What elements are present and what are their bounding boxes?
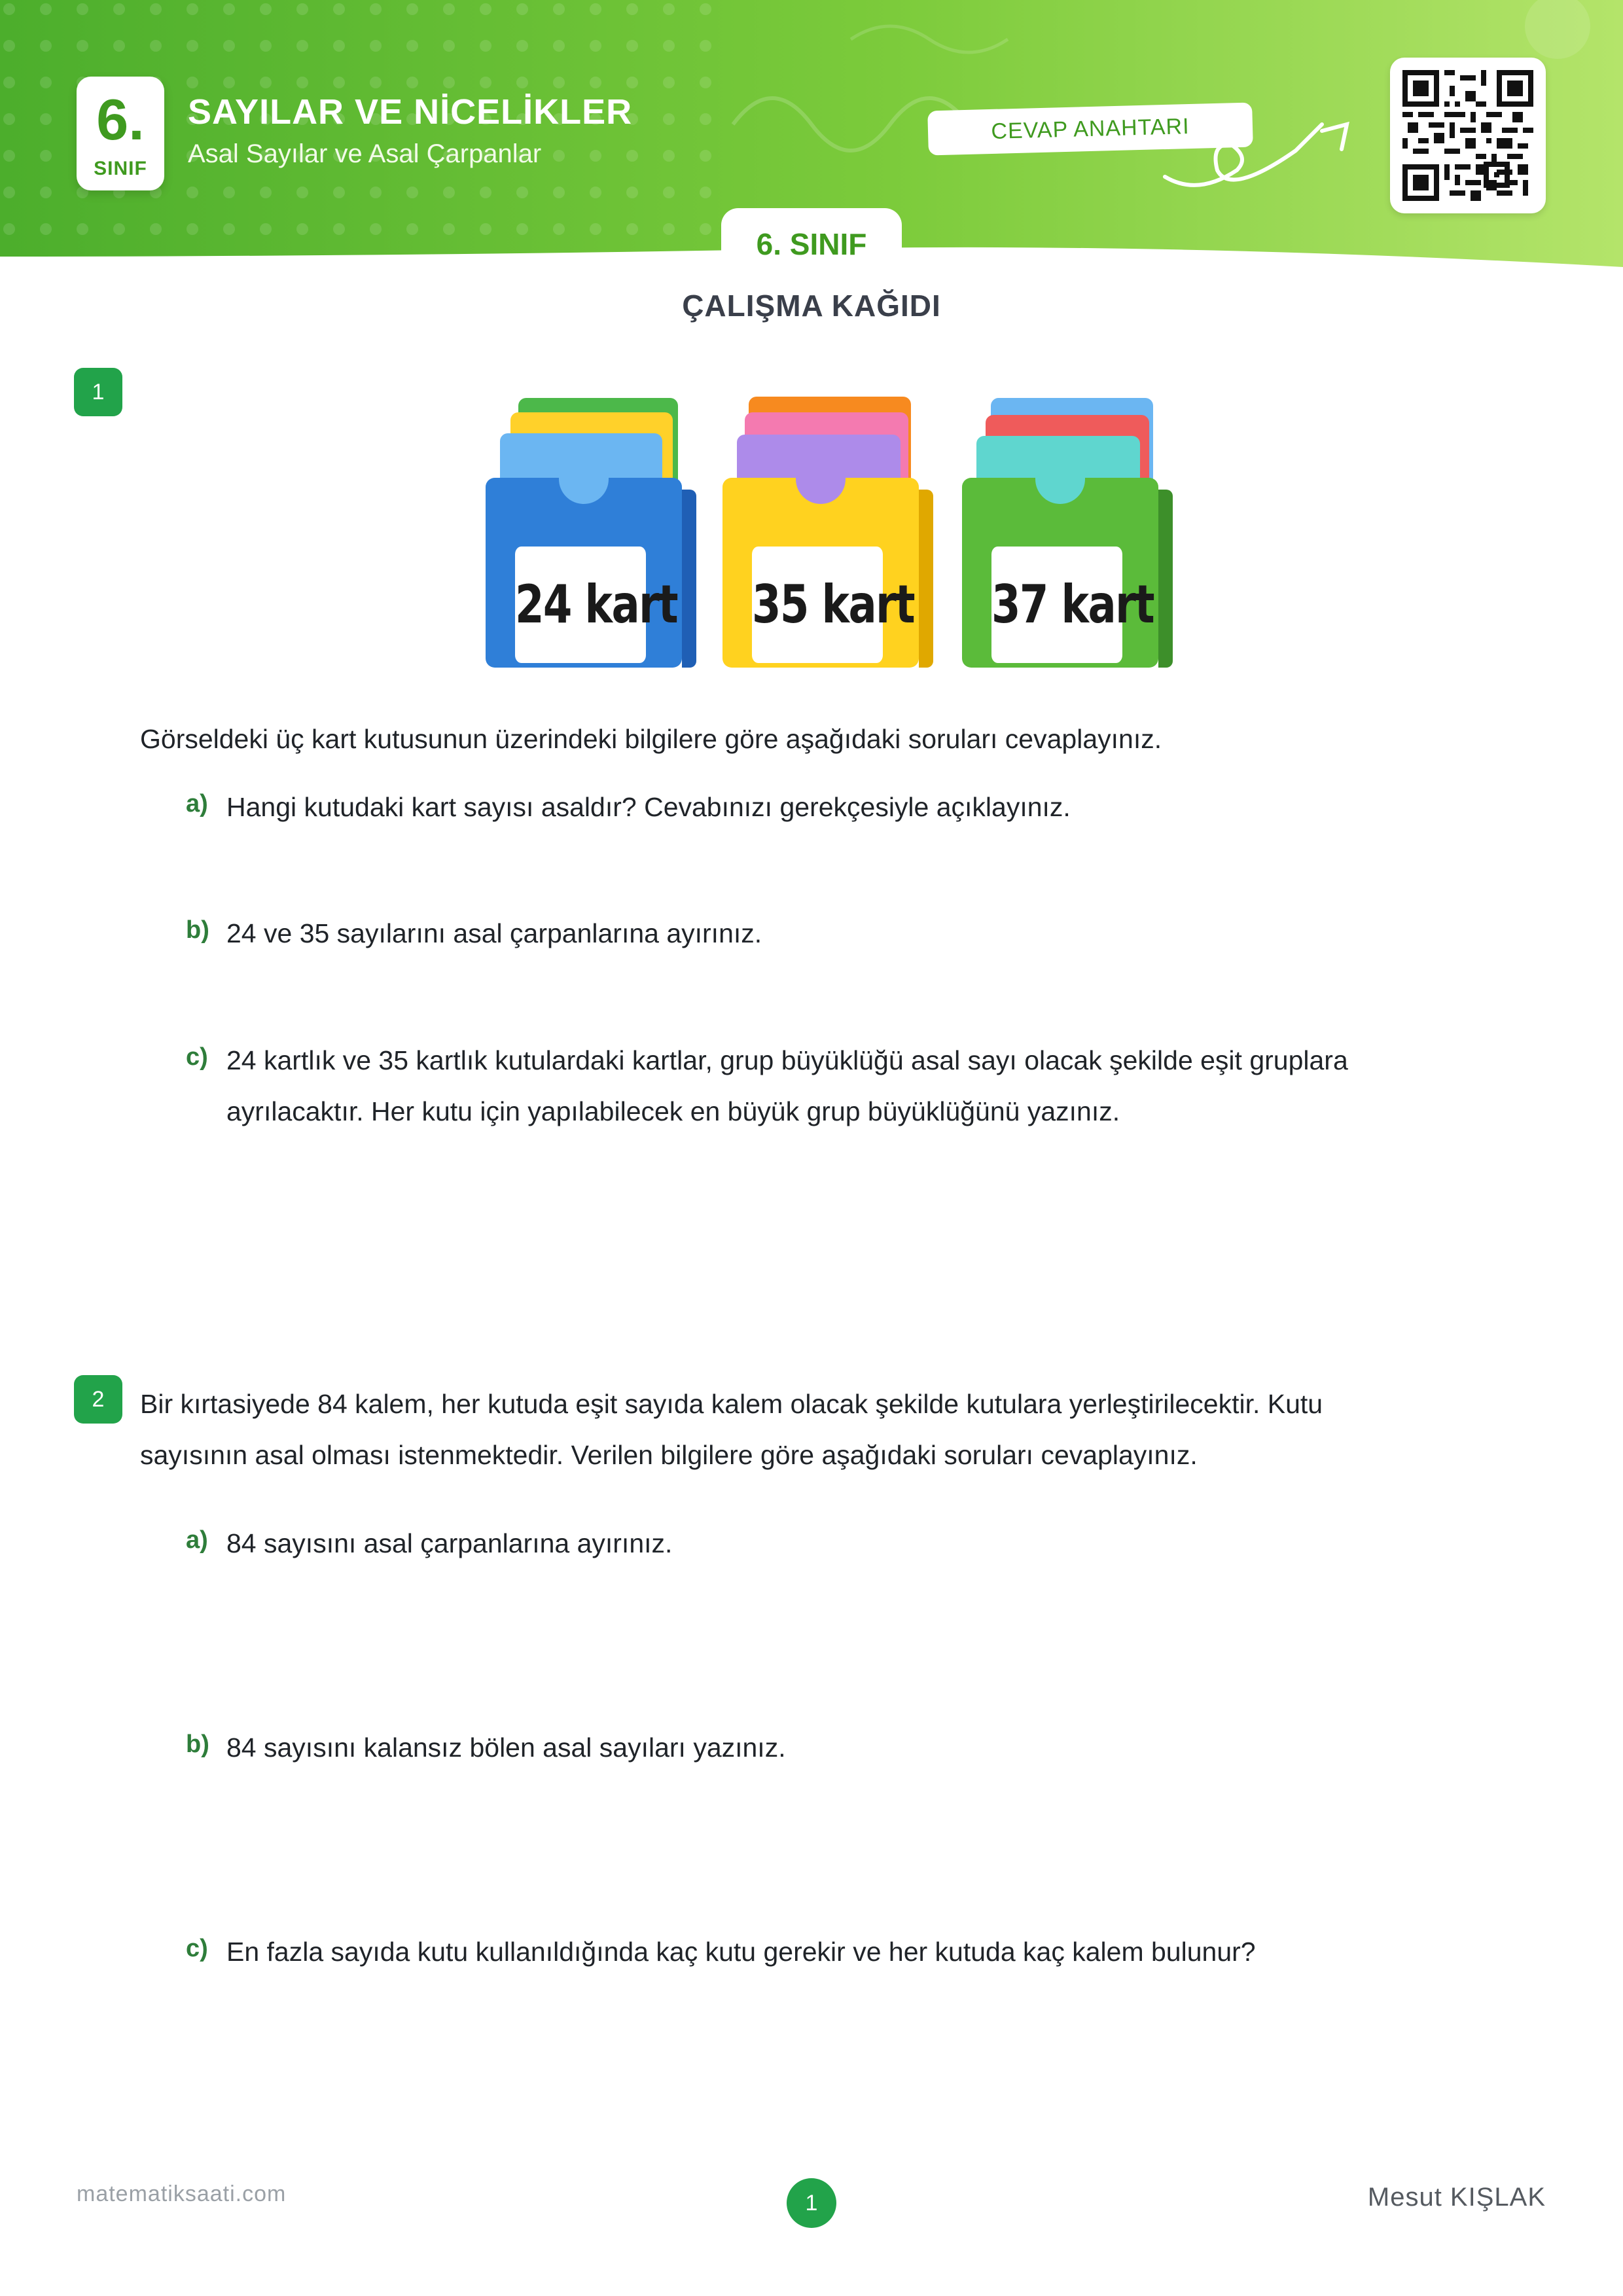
card-box-37: [962, 393, 1173, 681]
qr-code-icon: [1402, 70, 1533, 201]
question-2a-text: 84 sayısını asal çarpanlarına ayırınız.: [226, 1528, 673, 1558]
card-box-label: 24 kart: [515, 547, 646, 663]
question-2b-text: 84 sayısını kalansız bölen asal sayıları yazınız.: [226, 1732, 786, 1763]
unit-subtitle: Asal Sayılar ve Asal Çarpanlar: [188, 139, 542, 168]
question-1b-letter: b): [186, 916, 209, 944]
unit-title: SAYILAR VE NİCELİKLER: [188, 92, 633, 132]
answer-key-label[interactable]: CEVAP ANAHTARI: [927, 103, 1253, 156]
question-1a-letter: a): [186, 790, 208, 817]
question-2c-letter: c): [186, 1935, 208, 1962]
question-2-number: 2: [74, 1375, 122, 1424]
card-box-label: 37 kart: [991, 547, 1122, 663]
footer-site[interactable]: matematiksaati.com: [77, 2181, 287, 2206]
card-box-35: [722, 393, 933, 681]
card-box-label: 35 kart: [752, 547, 883, 663]
sheet-title: ÇALIŞMA KAĞIDI: [682, 289, 941, 323]
question-1c-text-line2: ayrılacaktır. Her kutu için yapılabilecek en büyük grup büyüklüğünü yazınız.: [226, 1096, 1120, 1126]
card-box-24: [486, 393, 696, 681]
question-1-intro: Görseldeki üç kart kutusunun üzerindeki bilgilere göre aşağıdaki soruları cevaplayınız.: [140, 724, 1162, 754]
question-2-intro-line2: sayısının asal olması istenmektedir. Verilen bilgilere göre aşağıdaki soruları cevaplayınız.: [140, 1440, 1198, 1470]
grade-number: 6.: [96, 87, 145, 152]
question-1a-text: Hangi kutudaki kart sayısı asaldır? Cevabınızı gerekçesiyle açıklayınız.: [226, 792, 1071, 822]
question-1b-text: 24 ve 35 sayılarını asal çarpanlarına ayırınız.: [226, 918, 762, 948]
qr-code[interactable]: [1390, 58, 1546, 213]
question-2c-text: En fazla sayıda kutu kullanıldığında kaç kutu gerekir ve her kutuda kaç kalem bulunur?: [226, 1937, 1256, 1967]
question-2a-letter: a): [186, 1526, 208, 1554]
question-1c-text-line1: 24 kartlık ve 35 kartlık kutulardaki kartlar, grup büyüklüğü asal sayı olacak şekilde eşit gruplara: [226, 1045, 1348, 1075]
question-2-intro-line1: Bir kırtasiyede 84 kalem, her kutuda eşit sayıda kalem olacak şekilde kutulara yerleştirilecektir. Kutu: [140, 1389, 1323, 1419]
question-2b-letter: b): [186, 1731, 209, 1758]
page-number: 1: [787, 2178, 836, 2228]
grade-badge: [77, 77, 164, 190]
question-1c-letter: c): [186, 1043, 208, 1071]
class-tab: 6. SINIF: [721, 208, 902, 274]
question-1-number: 1: [74, 368, 122, 416]
grade-word: SINIF: [94, 158, 147, 179]
footer-author: Mesut KIŞLAK: [1367, 2183, 1546, 2212]
